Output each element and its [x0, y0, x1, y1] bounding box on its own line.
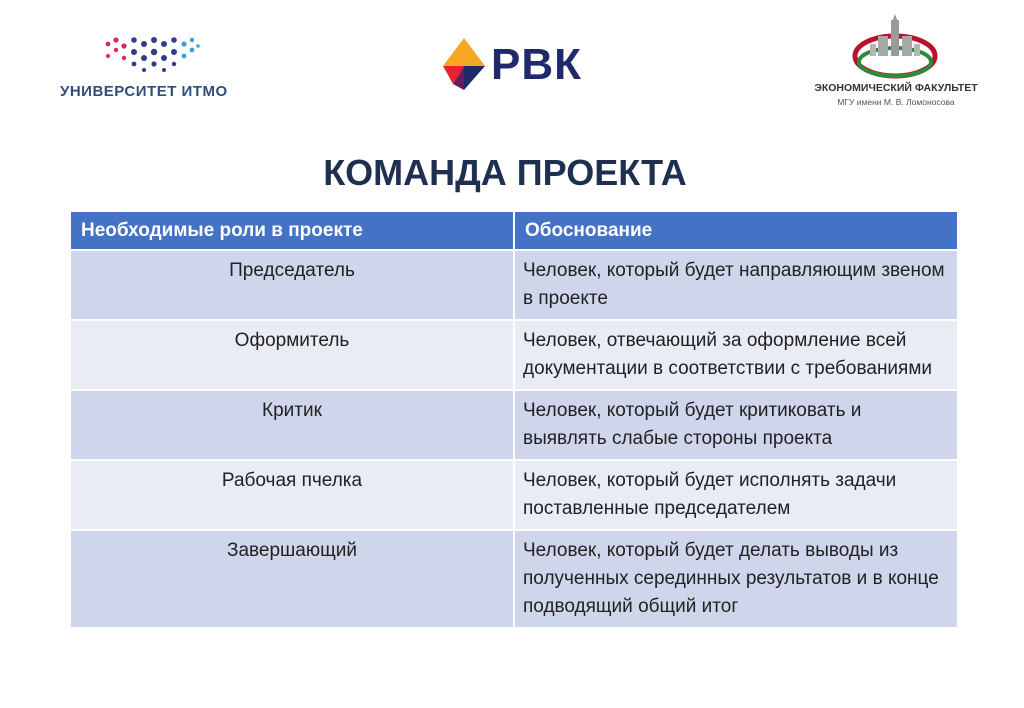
rvk-logo — [441, 36, 601, 96]
econ-faculty-logo — [800, 14, 1000, 114]
reason-cell: Человек, который будет исполнять задачи поставленные председателем — [514, 460, 958, 530]
msu-building-emblem-icon — [850, 14, 940, 80]
reason-cell: Человек, который будет делать выводы из полученных серединных результатов и в конце подводящий общий итог — [514, 530, 958, 627]
role-cell: Председатель — [71, 250, 514, 320]
econ-faculty-subtitle: МГУ имени М. В. Ломоносова — [837, 97, 955, 107]
table-row — [71, 530, 958, 627]
table-row — [71, 250, 958, 320]
role-cell: Рабочая пчелка — [71, 460, 514, 530]
role-cell: Критик — [71, 390, 514, 460]
reason-cell: Человек, который будет критиковать и выявлять слабые стороны проекта — [514, 390, 958, 460]
itmo-dots-logo-icon — [100, 32, 200, 76]
reason-cell: Человек, который будет направляющим звеном в проекте — [514, 250, 958, 320]
rvk-triangle-logo-icon — [441, 36, 487, 92]
reason-cell: Человек, отвечающий за оформление всей документации в соответствии с требованиями — [514, 320, 958, 390]
header-justification: Обоснование — [514, 212, 958, 250]
roles-table — [71, 212, 959, 627]
role-cell: Завершающий — [71, 530, 514, 627]
rvk-logo-text: РВК — [491, 40, 582, 89]
table-row — [71, 320, 958, 390]
table-header-row — [71, 212, 958, 250]
page-title: КОМАНДА ПРОЕКТА — [323, 152, 687, 193]
table-row — [71, 460, 958, 530]
itmo-logo-text: УНИВЕРСИТЕТ ИТМО — [60, 83, 228, 100]
header-roles: Необходимые роли в проекте — [71, 212, 514, 250]
econ-faculty-title: ЭКОНОМИЧЕСКИЙ ФАКУЛЬТЕТ — [814, 82, 978, 94]
table-row — [71, 390, 958, 460]
itmo-logo — [60, 32, 250, 104]
role-cell: Оформитель — [71, 320, 514, 390]
